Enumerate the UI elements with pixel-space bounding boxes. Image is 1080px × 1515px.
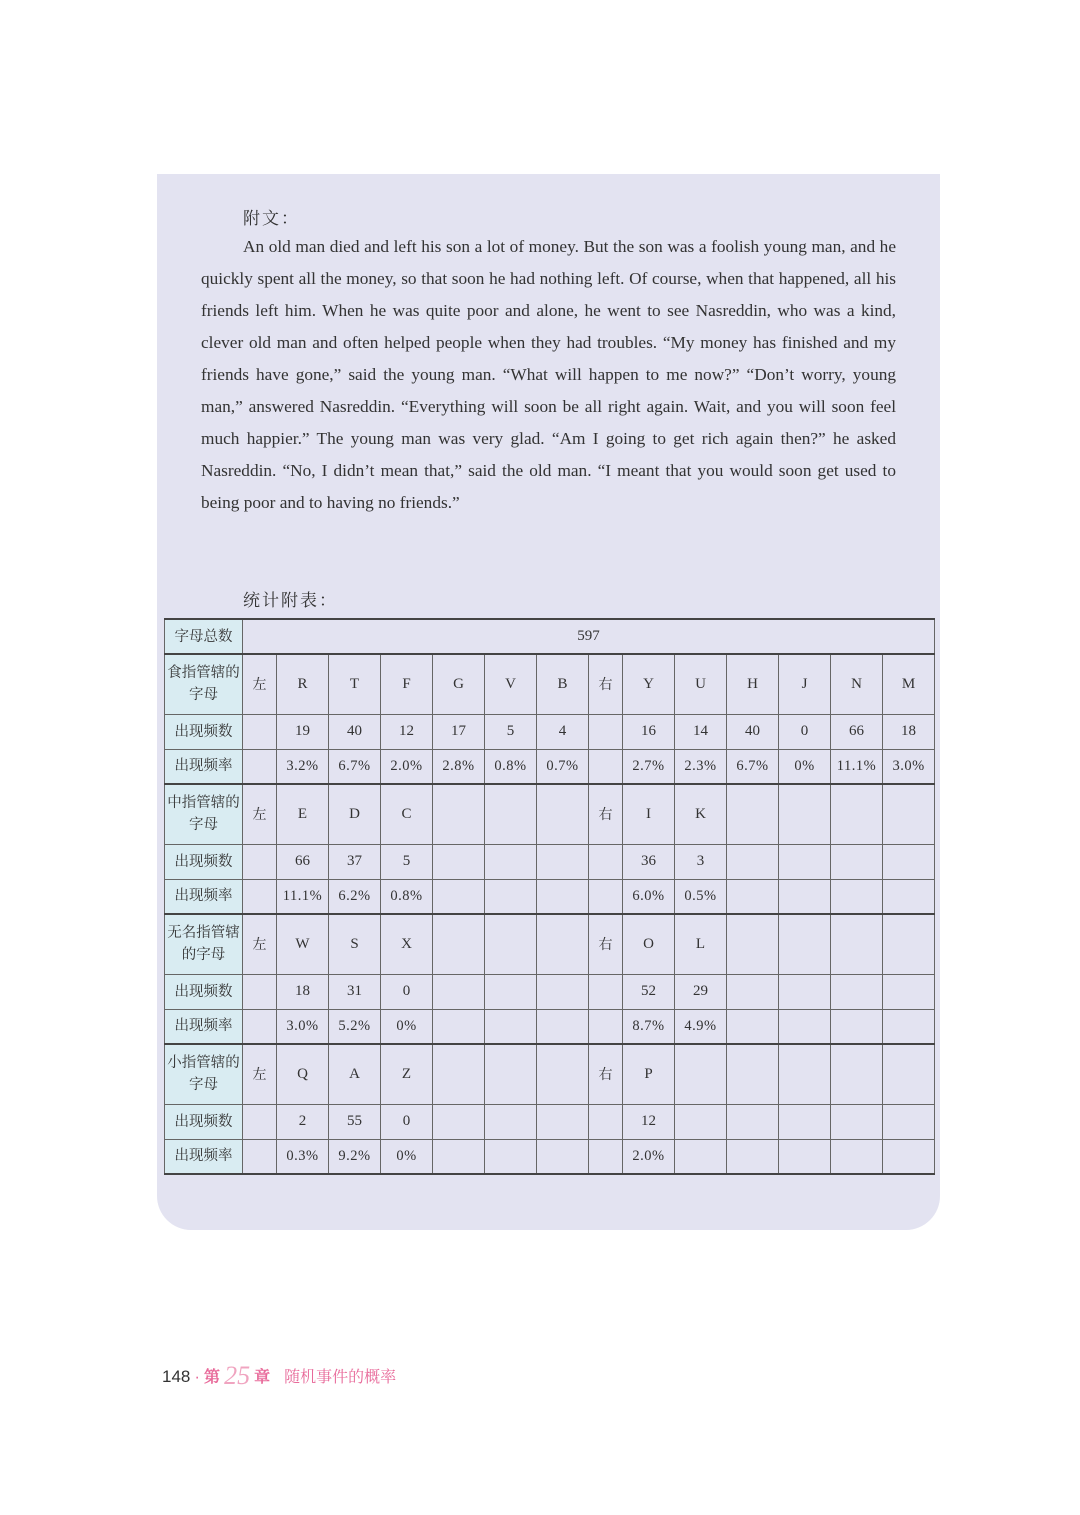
count-cell [727,974,779,1009]
rate-cell [433,1139,485,1174]
letter-cell [485,914,537,974]
row-label: 出现频率 [165,1009,243,1044]
letter-cell: I [623,784,675,844]
rate-cell: 3.2% [277,749,329,784]
count-cell: 0 [779,714,831,749]
table-row [165,844,935,879]
left-hand-label: 左 [243,784,277,844]
letter-cell [883,914,935,974]
count-cell: 12 [623,1104,675,1139]
chapter-number: 25 [224,1361,251,1390]
count-cell: 19 [277,714,329,749]
letter-cell [831,914,883,974]
count-cell: 40 [329,714,381,749]
empty-cell [589,974,623,1009]
chapter-title: 随机事件的概率 [284,1367,397,1386]
letter-cell: C [381,784,433,844]
rate-cell [727,1009,779,1044]
table-row [165,654,935,714]
right-hand-label: 右 [589,654,623,714]
rate-cell: 6.7% [727,749,779,784]
story-paragraph: An old man died and left his son a lot of money. But the son was a foolish young man, and he quickly spent all the money, so that soon he had nothing left. Of course, when that happened, all his friends left him. When he was quite poor and alone, he went to see Nasreddin, who was a kind, clever old man and often helped people when they had troubles. “My money has finished and my friends have gone,” said the young man. “What will happen to me now?” “Don’t worry, young man,” answered Nasreddin. “Everything will soon be all right again. Wait, and you will soon feel much happier.” The young man was very glad. “Am I going to get rich again then?” he asked Nasreddin. “No, I didn’t mean that,” said the old man. “I meant that you would soon get used to being poor and to having no friends.” [201,237,896,512]
empty-cell [243,1104,277,1139]
page-footer [162,1361,396,1391]
count-cell [485,974,537,1009]
table-row [165,714,935,749]
count-cell: 66 [277,844,329,879]
letter-cell: R [277,654,329,714]
row-label: 出现频数 [165,1104,243,1139]
letter-cell: Y [623,654,675,714]
letter-cell: W [277,914,329,974]
rate-cell: 0.3% [277,1139,329,1174]
rate-cell [779,1009,831,1044]
count-cell [433,844,485,879]
letter-cell [883,1044,935,1104]
row-label: 出现频率 [165,879,243,914]
letter-cell [727,784,779,844]
right-hand-label: 右 [589,1044,623,1104]
count-cell [883,844,935,879]
table-row [165,1104,935,1139]
letter-cell: A [329,1044,381,1104]
count-cell: 37 [329,844,381,879]
letter-cell: P [623,1044,675,1104]
right-hand-label: 右 [589,784,623,844]
rate-cell [537,879,589,914]
empty-cell [589,1009,623,1044]
rate-cell [727,1139,779,1174]
letter-cell: M [883,654,935,714]
letter-cell [433,914,485,974]
chapter-suffix: 章 [254,1367,271,1386]
row-label: 无名指管辖的字母 [165,914,243,974]
rate-cell [831,879,883,914]
count-cell: 52 [623,974,675,1009]
count-cell: 40 [727,714,779,749]
rate-cell: 0% [779,749,831,784]
rate-cell: 6.2% [329,879,381,914]
count-cell [537,1104,589,1139]
letter-cell [779,914,831,974]
empty-cell [243,879,277,914]
rate-cell: 11.1% [277,879,329,914]
count-cell [727,1104,779,1139]
rate-cell: 0% [381,1139,433,1174]
rate-cell: 2.0% [623,1139,675,1174]
count-cell [831,844,883,879]
chapter-prefix: 第 [204,1367,221,1386]
letter-cell: E [277,784,329,844]
count-cell: 0 [381,974,433,1009]
table-heading: 统计附表： [243,591,338,611]
rate-cell: 2.3% [675,749,727,784]
letter-cell [727,914,779,974]
rate-cell [727,879,779,914]
count-cell: 36 [623,844,675,879]
empty-cell [243,844,277,879]
left-hand-label: 左 [243,654,277,714]
count-cell: 17 [433,714,485,749]
letter-cell: X [381,914,433,974]
count-cell [779,1104,831,1139]
table-row [165,1009,935,1044]
rate-cell: 4.9% [675,1009,727,1044]
rate-cell [831,1139,883,1174]
letter-cell [537,784,589,844]
empty-cell [243,749,277,784]
rate-cell: 2.8% [433,749,485,784]
empty-cell [589,879,623,914]
rate-cell: 3.0% [883,749,935,784]
letter-cell: L [675,914,727,974]
rate-cell [779,879,831,914]
rate-cell: 0.5% [675,879,727,914]
rate-cell: 2.7% [623,749,675,784]
count-cell [537,844,589,879]
footer-separator: · [194,1367,201,1386]
rate-cell [883,879,935,914]
rate-cell: 0.8% [381,879,433,914]
count-cell [779,844,831,879]
count-cell [831,974,883,1009]
row-label: 出现频数 [165,714,243,749]
table-row [165,749,935,784]
empty-cell [589,844,623,879]
rate-cell: 6.7% [329,749,381,784]
letter-cell: N [831,654,883,714]
count-cell: 2 [277,1104,329,1139]
count-cell: 66 [831,714,883,749]
rate-cell [485,879,537,914]
table-row [165,974,935,1009]
letter-cell: J [779,654,831,714]
letter-cell: F [381,654,433,714]
letter-cell [727,1044,779,1104]
count-cell [727,844,779,879]
left-hand-label: 左 [243,1044,277,1104]
empty-cell [243,1139,277,1174]
row-label: 出现频率 [165,749,243,784]
empty-cell [589,714,623,749]
rate-cell: 2.0% [381,749,433,784]
rate-cell: 3.0% [277,1009,329,1044]
count-cell [485,1104,537,1139]
rate-cell: 9.2% [329,1139,381,1174]
rate-cell: 0.8% [485,749,537,784]
count-cell [831,1104,883,1139]
empty-cell [243,714,277,749]
row-label: 中指管辖的字母 [165,784,243,844]
table-row [165,1044,935,1104]
letter-cell [831,784,883,844]
rate-cell [433,1009,485,1044]
rate-cell [433,879,485,914]
letter-cell [675,1044,727,1104]
empty-cell [243,1009,277,1044]
letter-cell: K [675,784,727,844]
row-label: 食指管辖的字母 [165,654,243,714]
count-cell: 3 [675,844,727,879]
empty-cell [589,1139,623,1174]
right-hand-label: 右 [589,914,623,974]
empty-cell [243,974,277,1009]
empty-cell [589,749,623,784]
left-hand-label: 左 [243,914,277,974]
count-cell: 4 [537,714,589,749]
letter-cell [779,1044,831,1104]
letter-cell [485,1044,537,1104]
count-cell: 29 [675,974,727,1009]
count-cell [433,974,485,1009]
page-number: 148 [162,1367,191,1386]
count-cell: 5 [485,714,537,749]
appendix-heading: 附文： [243,209,300,229]
letter-cell: G [433,654,485,714]
letter-cell [485,784,537,844]
table-row [165,784,935,844]
count-cell [883,974,935,1009]
count-cell: 14 [675,714,727,749]
count-cell: 18 [277,974,329,1009]
letter-cell [779,784,831,844]
count-cell: 55 [329,1104,381,1139]
letter-cell [433,784,485,844]
count-cell [485,844,537,879]
rate-cell: 0% [381,1009,433,1044]
letter-frequency-table [164,618,935,1175]
count-cell: 18 [883,714,935,749]
count-cell: 31 [329,974,381,1009]
count-cell [537,974,589,1009]
total-letters-label: 字母总数 [165,619,243,654]
count-cell: 5 [381,844,433,879]
rate-cell: 8.7% [623,1009,675,1044]
row-label: 小指管辖的字母 [165,1044,243,1104]
rate-cell [537,1009,589,1044]
rate-cell: 0.7% [537,749,589,784]
count-cell: 12 [381,714,433,749]
letter-cell: D [329,784,381,844]
count-cell [433,1104,485,1139]
count-cell: 0 [381,1104,433,1139]
rate-cell [779,1139,831,1174]
total-letters-value: 597 [243,619,935,654]
count-cell: 16 [623,714,675,749]
letter-cell [883,784,935,844]
letter-cell: H [727,654,779,714]
letter-cell: O [623,914,675,974]
rate-cell [485,1009,537,1044]
empty-cell [589,1104,623,1139]
table-row [165,879,935,914]
letter-cell: Q [277,1044,329,1104]
rate-cell [537,1139,589,1174]
rate-cell: 5.2% [329,1009,381,1044]
count-cell [883,1104,935,1139]
count-cell [675,1104,727,1139]
letter-cell [537,1044,589,1104]
count-cell [779,974,831,1009]
rate-cell [675,1139,727,1174]
row-label: 出现频数 [165,974,243,1009]
letter-cell [831,1044,883,1104]
table-row [165,1139,935,1174]
rate-cell [485,1139,537,1174]
letter-cell [433,1044,485,1104]
letter-cell: B [537,654,589,714]
letter-cell: T [329,654,381,714]
letter-cell: U [675,654,727,714]
rate-cell [831,1009,883,1044]
letter-cell: V [485,654,537,714]
rate-cell: 11.1% [831,749,883,784]
row-label: 出现频率 [165,1139,243,1174]
table-row [165,914,935,974]
rate-cell [883,1139,935,1174]
row-label: 出现频数 [165,844,243,879]
rate-cell [883,1009,935,1044]
rate-cell: 6.0% [623,879,675,914]
letter-cell: Z [381,1044,433,1104]
letter-cell [537,914,589,974]
letter-cell: S [329,914,381,974]
